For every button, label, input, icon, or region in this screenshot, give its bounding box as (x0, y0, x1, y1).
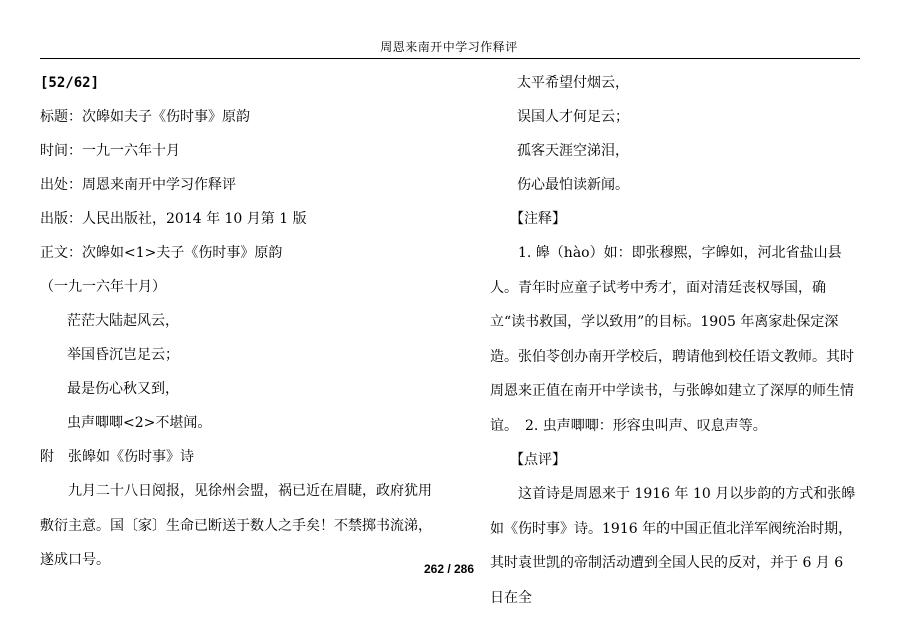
poem-line: 伤心最怕读新闻。 (517, 177, 629, 193)
poem-line: 误国人才何足云； (517, 109, 629, 125)
right-column (490, 66, 860, 615)
appendix-line: 附 张皞如《伤时事》诗 (40, 449, 194, 465)
running-header: 周恩来南开中学习作释评 (380, 40, 518, 54)
left-column (40, 66, 440, 578)
poem-line: 孤客天涯空涕泪， (517, 143, 629, 159)
publication-line: 出版：人民出版社，2014 年 10 月第 1 版 (40, 211, 307, 227)
page-reference: [52/62] (40, 75, 100, 91)
notes-heading: 【注释】 (510, 211, 566, 227)
poem-line: 举国昏沉岂足云； (67, 347, 179, 363)
date-line: （一九一六年十月） (40, 279, 166, 295)
source-line: 出处：周恩来南开中学习作释评 (40, 177, 236, 193)
body-line: 正文：次皞如<1>夫子《伤时事》原韵 (40, 245, 283, 261)
time-line: 时间：一九一六年十月 (40, 143, 180, 159)
comment-text: 这首诗是周恩来于 1916 年 10 月以步韵的方式和张皞如《伤时事》诗。1916 年的中国正值北洋军阀统治时期，其时袁世凯的帝制活动遭到全国人民的反对，并于 6 月 6 日在全 (490, 486, 856, 606)
notes-text: 1. 皞（hào）如：即张穆熙，字皞如，河北省盐山县人。青年时应童子试考中秀才，面对清廷丧权辱国，确立“读书救国，学以致用”的目标。1905 年离家赴保定深造。张伯苓创办南开学校后，聘请他到校任语文教师。其时周恩来正值在南开中学读书，与张皞如建立了深厚的师生情谊。 2. 虫声唧唧：形容虫叫声、叹息声等。 (490, 245, 854, 434)
comment-heading: 【点评】 (510, 452, 566, 468)
poem-line: 虫声唧唧<2>不堪闻。 (67, 415, 212, 431)
appendix-text: 九月二十八日阅报，见徐州会盟，祸已近在眉睫，政府犹用敷衍主意。国〔家〕生命已断送于数人之手矣！不禁掷书流涕，遂成口号。 (40, 483, 432, 568)
poem-line: 茫茫大陆起风云， (67, 313, 179, 329)
poem-line: 太平希望付烟云， (517, 75, 629, 91)
title-line: 标题：次皞如夫子《伤时事》原韵 (40, 109, 250, 125)
page-number: 262 / 286 (423, 562, 475, 576)
header-rule (40, 58, 860, 59)
poem-line: 最是伤心秋又到， (67, 381, 179, 397)
